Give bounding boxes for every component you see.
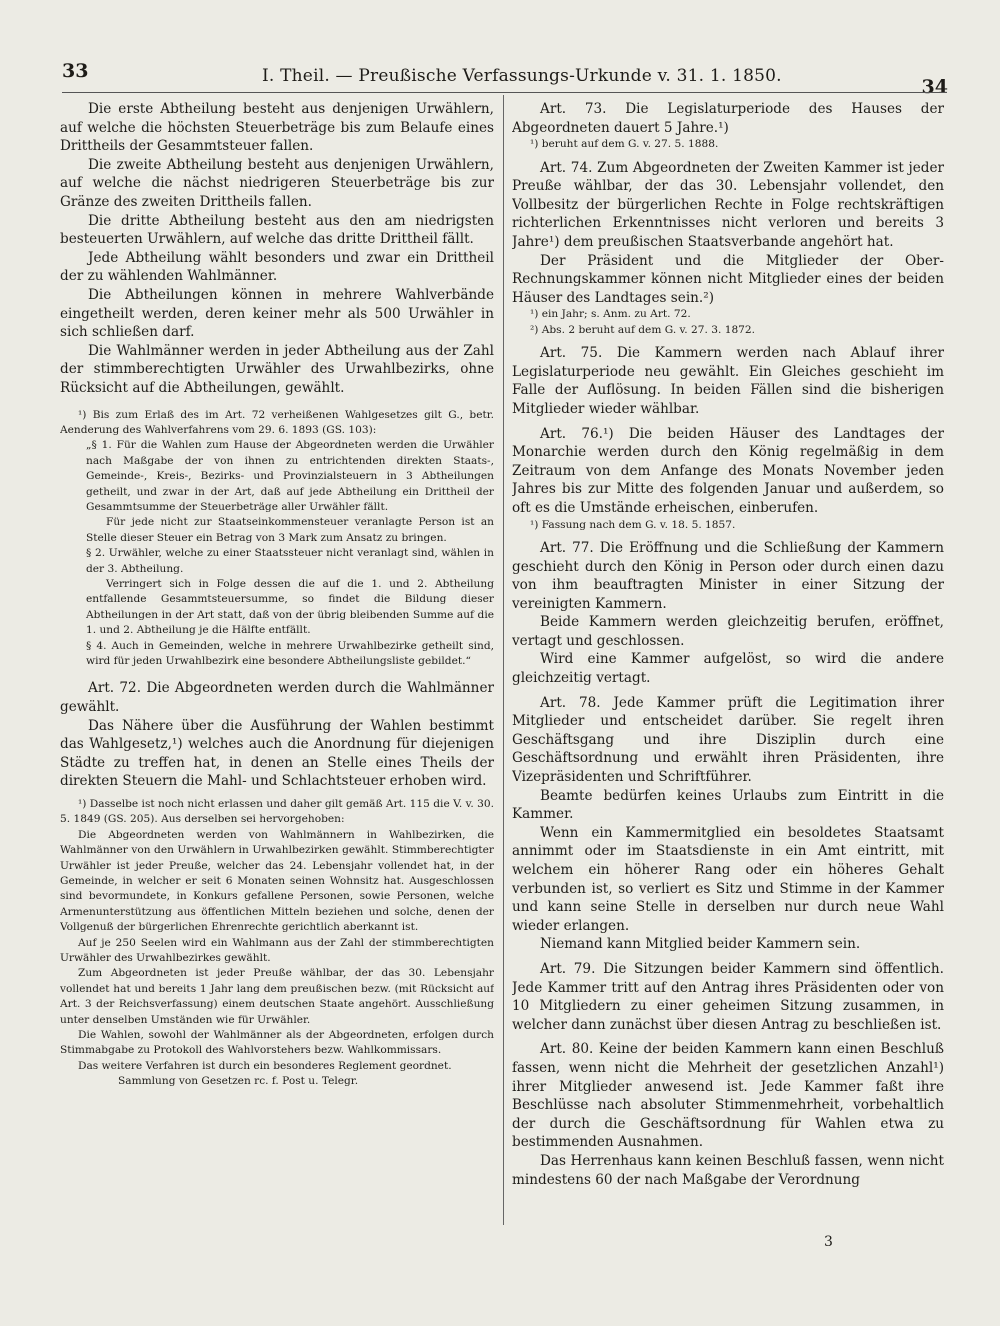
paragraph: Beide Kammern werden gleichzeitig berufen, eröffnet, vertagt und geschlossen. (512, 614, 944, 649)
paragraph: Die Abtheilungen können in mehrere Wahlverbände eingetheilt werden, deren keiner mehr als 500 Urwähler in sich schließen darf. (60, 286, 494, 341)
left-column (60, 100, 494, 1240)
quoted-section: Verringert sich in Folge dessen die auf die 1. und 2. Abtheilung entfallende Gesammtsteuersumme, so findet die Bildung dieser Abtheilungen in der Art statt, daß von der übrig bleibenden Summe auf die 1. und 2. Abtheilung je die Hälfte entfällt. (86, 577, 494, 637)
quoted-section: § 4. Auch in Gemeinden, welche in mehrere Urwahlbezirke getheilt sind, wird für jeden Urwahlbezirk eine besondere Abtheilungsliste gebildet.“ (86, 639, 494, 667)
article-75: Art. 75. Die Kammern werden nach Ablauf ihrer Legislaturperiode neu gewählt. Ein Gleiches geschieht im Falle der Auflösung. In beiden Fällen sind die bisherigen Mitglieder wieder wählbar. (512, 345, 944, 417)
paragraph: Wird eine Kammer aufgelöst, so wird die andere gleichzeitig vertagt. (512, 651, 944, 687)
footnote-text: Die Wahlen, sowohl der Wahlmänner als der Abgeordneten, erfolgen durch Stimmabgabe zu Protokoll des Wahlvorstehers bezw. Wahlkommissars. (60, 1029, 494, 1057)
article-77: Art. 77. Die Eröffnung und die Schließung der Kammern geschieht durch den König in Person oder durch einen dazu von ihm beauftragten Minister in einer Sitzung der vereinigten Kammern. (512, 539, 944, 612)
footnote: ¹) Bis zum Erlaß des im Art. 72 verheißenen Wahlgesetzes gilt G., betr. Aenderung des Wahlverfahrens vom 29. 6. 1893 (GS. 103): (60, 408, 494, 436)
article-73: Art. 73. Die Legislaturperiode des Hauses der Abgeordneten dauert 5 Jahre.¹) (512, 101, 944, 136)
quoted-section: Für jede nicht zur Staatseinkommensteuer veranlagte Person ist an Stelle dieser Steuer ein Betrag von 3 Mark zum Ansatz zu bringen. (86, 516, 494, 544)
footnote-text: Die Abgeordneten werden von Wahlmännern in Wahlbezirken, die Wahlmänner von den Urwählern in Urwahlbezirken gewählt. Stimmberechtigter Urwähler ist jeder Preuße, welcher das 24. Lebensjahr vollendet hat, in der Gemeinde, in welcher er seit 6 Monaten seinen Wohnsitz hat. Ausgeschlossen sind bevormundete, in Konkurs gefallene Personen, sowie Personen, welche Armenunterstützung aus öffentlichen Mitteln beziehen und solche, denen der Vollgenuß der bürgerlichen Ehrenrechte gerichtlich aberkannt ist. (60, 828, 494, 934)
signature-line: Sammlung von Gesetzen rc. f. Post u. Telegr. (118, 1075, 359, 1088)
paragraph: Die dritte Abtheilung besteht aus den am niedrigsten besteuerten Urwählern, auf welche das dritte Drittheil fällt. (60, 212, 494, 248)
article-74: Art. 74. Zum Abgeordneten der Zweiten Kammer ist jeder Preuße wählbar, der das 30. Lebensjahr vollendet, den Vollbesitz der bürgerlichen Rechte in Folge rechtskräftigen richterlichen Erkenntnisses nicht verloren und bereits 3 Jahre¹) dem preußischen Staatsverbande angehört hat. (512, 159, 944, 250)
left-page-number: 33 (62, 60, 89, 82)
paragraph: Jede Abtheilung wählt besonders und zwar ein Drittheil der zu wählenden Wahlmänner. (60, 249, 494, 285)
footnote-text: Zum Abgeordneten ist jeder Preuße wählbar, der das 30. Lebensjahr vollendet hat und bereits 1 Jahr lang dem preußischen bezw. (mit Rücksicht auf Art. 3 der Reichsverfassung) einem deutschen Staate angehört. Ausschließung unter denselben Umständen wie für Urwähler. (60, 967, 494, 1026)
signature-mark: 3 (824, 1234, 833, 1250)
footnote: ²) Abs. 2 beruht auf dem G. v. 27. 3. 1872. (530, 323, 756, 336)
article-78: Art. 78. Jede Kammer prüft die Legitimation ihrer Mitglieder und entscheidet darüber. Sie regelt ihren Geschäftsgang und ihre Disziplin durch eine Geschäftsordnung und erwählt ihren Präsidenten, ihre Vizepräsidenten und Schriftführer. (512, 694, 944, 786)
paragraph: Die erste Abtheilung besteht aus denjenigen Urwählern, auf welche die höchsten Steuerbeträge bis zum Belaufe eines Drittheils der Gesammtsteuer fallen. (60, 101, 494, 155)
paragraph: Beamte bedürfen keines Urlaubs zum Eintritt in die Kammer. (512, 787, 944, 823)
footnote-text: Das weitere Verfahren ist durch ein besonderes Reglement geordnet. (78, 1059, 452, 1072)
column-divider (503, 95, 504, 1225)
footnote: ¹) Fassung nach dem G. v. 18. 5. 1857. (530, 518, 736, 531)
footnote-text: Auf je 250 Seelen wird ein Wahlmann aus der Zahl der stimmberechtigten Urwähler des Urwahlbezirkes gewählt. (60, 936, 494, 965)
paragraph: Das Herrenhaus kann keinen Beschluß fassen, wenn nicht mindestens 60 der nach Maßgabe der Verordnung (512, 1152, 944, 1188)
running-title: I. Theil. — Preußische Verfassungs-Urkunde v. 31. 1. 1850. (262, 66, 782, 86)
paragraph: Die Wahlmänner werden in jeder Abtheilung aus der Zahl der stimmberechtigten Urwähler des Urwahlbezirks, ohne Rücksicht auf die Abtheilungen, gewählt. (60, 342, 494, 396)
article-80: Art. 80. Keine der beiden Kammern kann einen Beschluß fassen, wenn nicht die Mehrheit der gesetzlichen Anzahl¹) ihrer Mitglieder anwesend ist. Jede Kammer faßt ihre Beschlüsse nach absoluter Stimmenmehrheit, vorbehaltlich der durch die Geschäftsordnung für Wahlen etwa zu bestimmenden Ausnahmen. (512, 1041, 944, 1151)
footnote: ¹) beruht auf dem G. v. 27. 5. 1888. (530, 138, 719, 151)
paragraph: Niemand kann Mitglied beider Kammern sein. (540, 936, 861, 953)
article-76: Art. 76.¹) Die beiden Häuser des Landtages der Monarchie werden durch den König regelmäßig in dem Zeitraum von dem Anfange des Monats November jeden Jahres bis zur Mitte des folgenden Januar und außerdem, so oft es die Umstände erheischen, einberufen. (512, 425, 944, 516)
article-79: Art. 79. Die Sitzungen beider Kammern sind öffentlich. Jede Kammer tritt auf den Antrag ihres Präsidenten oder von 10 Mitgliedern zu einer geheimen Sitzung zusammen, in welcher dann zunächst über diesen Antrag zu beschließen ist. (512, 960, 944, 1033)
quoted-section: § 2. Urwähler, welche zu einer Staatssteuer nicht veranlagt sind, wählen in der 3. Abtheilung. (86, 547, 494, 575)
right-page-number: 34 (921, 76, 948, 98)
page-header (62, 58, 948, 98)
footnote: ¹) Dasselbe ist noch nicht erlassen und daher gilt gemäß Art. 115 die V. v. 30. 5. 1849 (GS. 205). Aus derselben sei hervorgehoben: (60, 797, 494, 826)
header-rule (62, 92, 947, 93)
footnote: ¹) ein Jahr; s. Anm. zu Art. 72. (530, 308, 691, 321)
paragraph: Wenn ein Kammermitglied ein besoldetes Staatsamt annimmt oder im Staatsdienste in ein Amt eintritt, mit welchem ein höherer Rang oder ein höheres Gehalt verbunden ist, so verliert es Sitz und Stimme in der Kammer und kann seine Stelle in derselben nur durch neue Wahl wieder erlangen. (512, 824, 944, 934)
right-column (512, 100, 944, 1240)
paragraph: Die zweite Abtheilung besteht aus denjenigen Urwählern, auf welche die nächst niedrigeren Steuerbeträge bis zur Gränze des zweiten Drittheils fallen. (60, 156, 494, 210)
article-72: Art. 72. Die Abgeordneten werden durch die Wahlmänner gewählt. (60, 680, 494, 715)
quoted-section: „§ 1. Für die Wahlen zum Hause der Abgeordneten werden die Urwähler nach Maßgabe der von ihnen zu entrichtenden direkten Staats-, Gemeinde-, Kreis-, Bezirks- und Provinzialsteuern in 3 Abtheilungen getheilt, und zwar in der Art, daß auf jede Abtheilung ein Drittheil der Gesammtsumme der Steuerbeträge aller Urwähler fällt. (86, 439, 494, 513)
paragraph: Der Präsident und die Mitglieder der Ober-Rechnungskammer können nicht Mitglieder eines der beiden Häuser des Landtages sein.²) (512, 252, 944, 306)
paragraph: Das Nähere über die Ausführung der Wahlen bestimmt das Wahlgesetz,¹) welches auch die Anordnung für diejenigen Städte zu treffen hat, in denen an Stelle eines Theils der direkten Steuern die Mahl- und Schlachtsteuer erhoben wird. (60, 717, 494, 790)
